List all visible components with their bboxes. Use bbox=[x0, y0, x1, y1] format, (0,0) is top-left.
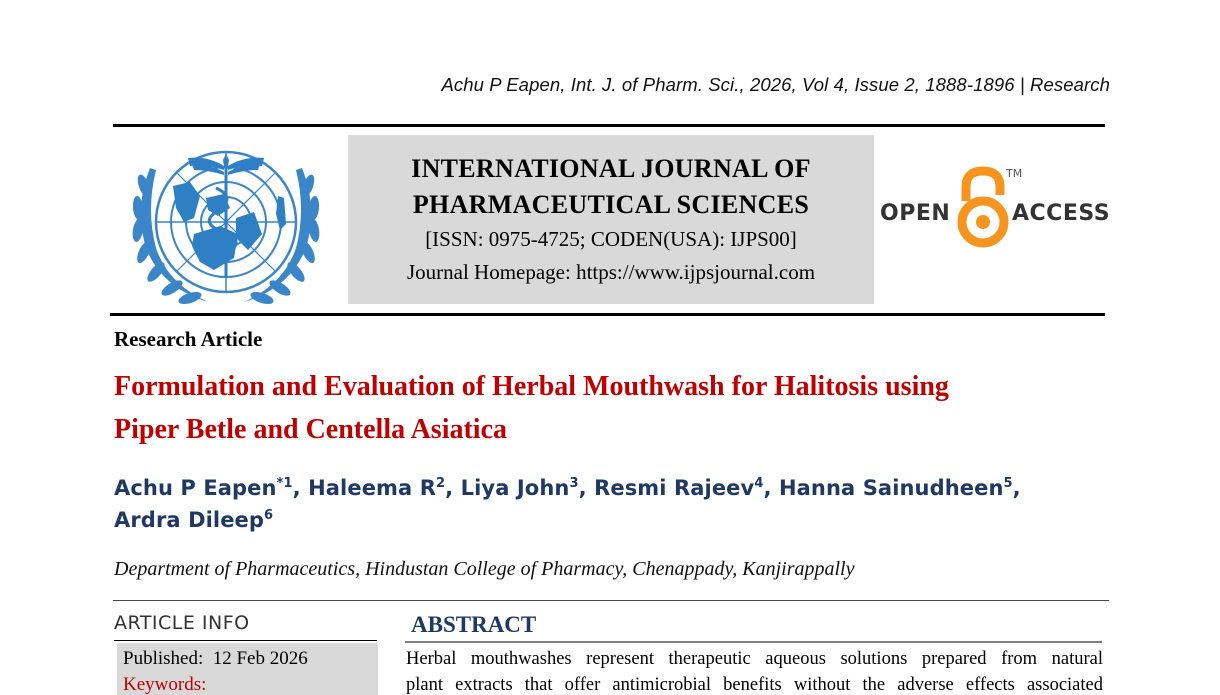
published-date: 12 Feb 2026 bbox=[212, 648, 308, 669]
author-affiliation-mark: 2 bbox=[435, 476, 446, 491]
published-label: Published: bbox=[123, 648, 204, 669]
author-separator: , bbox=[578, 476, 595, 500]
masthead-bottom-rule bbox=[110, 313, 1105, 316]
abstract-line: Herbal mouthwashes represent therapeutic aqueous solutions prepared from natural bbox=[406, 649, 1103, 669]
author-name[interactable]: Resmi Rajeev bbox=[594, 476, 755, 500]
author-separator: , bbox=[763, 476, 779, 500]
masthead-top-rule bbox=[113, 124, 1105, 127]
author-separator: , bbox=[292, 476, 309, 500]
author-name[interactable]: Liya John bbox=[460, 476, 570, 500]
section-divider bbox=[113, 600, 1109, 601]
journal-name-line2: PHARMACEUTICAL SCIENCES bbox=[412, 190, 810, 219]
open-access-right-word: ACCESS bbox=[1012, 201, 1111, 226]
author-affiliation-mark: 5 bbox=[1003, 476, 1013, 491]
author-affiliation-mark: *1 bbox=[276, 476, 293, 491]
abstract-line: plant extracts that offer antimicrobial benefits without the adverse effects associated bbox=[406, 675, 1103, 695]
open-access-logo bbox=[880, 163, 1110, 258]
author-affiliation: Department of Pharmaceutics, Hindustan College of Pharmacy, Chenappady, Kanjirappally bbox=[114, 558, 855, 580]
article-type-label: Research Article bbox=[114, 327, 263, 351]
running-header: Achu P Eapen, Int. J. of Pharm. Sci., 2026, Vol 4, Issue 2, 1888-1896 | Research bbox=[441, 74, 1110, 95]
author-list bbox=[114, 472, 1114, 536]
open-access-lock-icon bbox=[956, 165, 1010, 251]
article-title-line1: Formulation and Evaluation of Herbal Mouthwash for Halitosis using bbox=[114, 371, 949, 402]
article-info-box bbox=[117, 643, 378, 695]
author-name[interactable]: Hanna Sainudheen bbox=[778, 476, 1004, 500]
journal-name-line1: INTERNATIONAL JOURNAL OF bbox=[411, 154, 811, 183]
journal-identifiers: [ISSN: 0975-4725; CODEN(USA): IJPS00] bbox=[425, 227, 797, 251]
abstract-body bbox=[406, 646, 1103, 695]
author-name[interactable]: Achu P Eapen bbox=[114, 476, 277, 500]
author-affiliation-mark: 3 bbox=[569, 476, 579, 491]
author-name[interactable]: Haleema R bbox=[308, 476, 436, 500]
author-separator: , bbox=[445, 476, 461, 500]
trademark-mark: TM bbox=[1006, 167, 1023, 180]
journal-emblem-icon bbox=[128, 138, 324, 306]
author-separator: , bbox=[1012, 476, 1021, 500]
journal-homepage-link[interactable]: Journal Homepage: https://www.ijpsjournal.com bbox=[406, 260, 816, 284]
published-date-row bbox=[123, 646, 378, 672]
author-affiliation-mark: 6 bbox=[264, 508, 274, 523]
article-info-rule bbox=[114, 640, 377, 641]
author-name[interactable]: Ardra Dileep bbox=[114, 508, 265, 532]
article-title bbox=[114, 365, 1114, 451]
journal-masthead-box bbox=[348, 135, 874, 304]
article-info-heading: ARTICLE INFO bbox=[114, 612, 250, 634]
abstract-heading: ABSTRACT bbox=[411, 612, 537, 637]
author-affiliation-mark: 4 bbox=[754, 476, 764, 491]
article-title-line2: Piper Betle and Centella Asiatica bbox=[114, 414, 507, 445]
open-access-left-word: OPEN bbox=[880, 201, 951, 226]
keywords-label: Keywords: bbox=[123, 674, 207, 695]
abstract-rule bbox=[405, 641, 1102, 643]
